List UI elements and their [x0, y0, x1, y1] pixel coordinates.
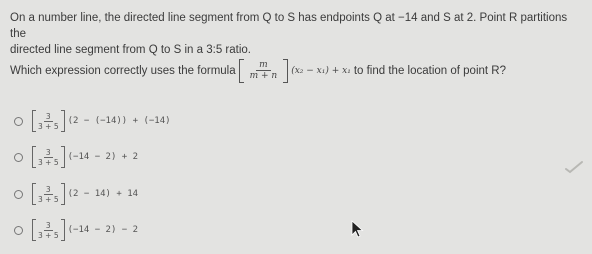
option-fraction — [36, 221, 61, 240]
option-fraction — [36, 185, 61, 204]
option-fraction — [36, 112, 61, 131]
option-numerator: 3 — [45, 111, 51, 121]
formula-denominator: m + n — [249, 71, 278, 81]
formula-bracket — [239, 59, 289, 83]
option-bracket — [32, 146, 65, 168]
option-bracket — [32, 110, 65, 132]
formula-fraction — [247, 60, 281, 82]
mouse-pointer-icon — [351, 220, 365, 240]
prompt — [10, 59, 585, 83]
formula-numerator: m — [256, 60, 271, 71]
option-expression: (2 − 14) + 14 — [67, 189, 139, 199]
radio-button[interactable] — [14, 153, 23, 162]
option-expression: (2 − (−14)) + (−14) — [67, 116, 171, 126]
option-numerator: 3 — [45, 184, 51, 194]
prompt-after: to find the location of point R? — [353, 65, 506, 77]
option-denominator: 3 + 5 — [38, 194, 59, 204]
option-denominator: 3 + 5 — [38, 157, 59, 167]
option-expression: (−14 − 2) − 2 — [67, 225, 139, 235]
option-bracket — [32, 219, 65, 241]
formula — [239, 59, 351, 83]
option-denominator: 3 + 5 — [38, 230, 59, 240]
option-fraction — [36, 148, 61, 167]
radio-button[interactable] — [14, 117, 23, 126]
option-numerator: 3 — [45, 220, 51, 230]
answer-option-2[interactable] — [14, 146, 138, 168]
answer-option-1[interactable] — [14, 110, 171, 132]
question-line-1: On a number line, the directed line segment from Q to S has endpoints Q at −14 and S at 2. Point R partitions the — [10, 12, 568, 40]
option-denominator: 3 + 5 — [38, 121, 59, 131]
checkmark-icon — [564, 160, 584, 174]
question-text — [10, 10, 585, 58]
question-line-2: directed line segment from Q to S in a 3:5 ratio. — [10, 44, 251, 56]
answer-option-4[interactable] — [14, 219, 138, 241]
formula-rest: (x₂ − x₁) + x₁ — [291, 66, 351, 76]
option-bracket — [32, 183, 65, 205]
option-expression: (−14 − 2) + 2 — [67, 152, 139, 162]
answer-option-3[interactable] — [14, 183, 138, 205]
prompt-before: Which expression correctly uses the formula — [10, 65, 236, 77]
radio-button[interactable] — [14, 190, 23, 199]
radio-button[interactable] — [14, 226, 23, 235]
option-numerator: 3 — [45, 147, 51, 157]
